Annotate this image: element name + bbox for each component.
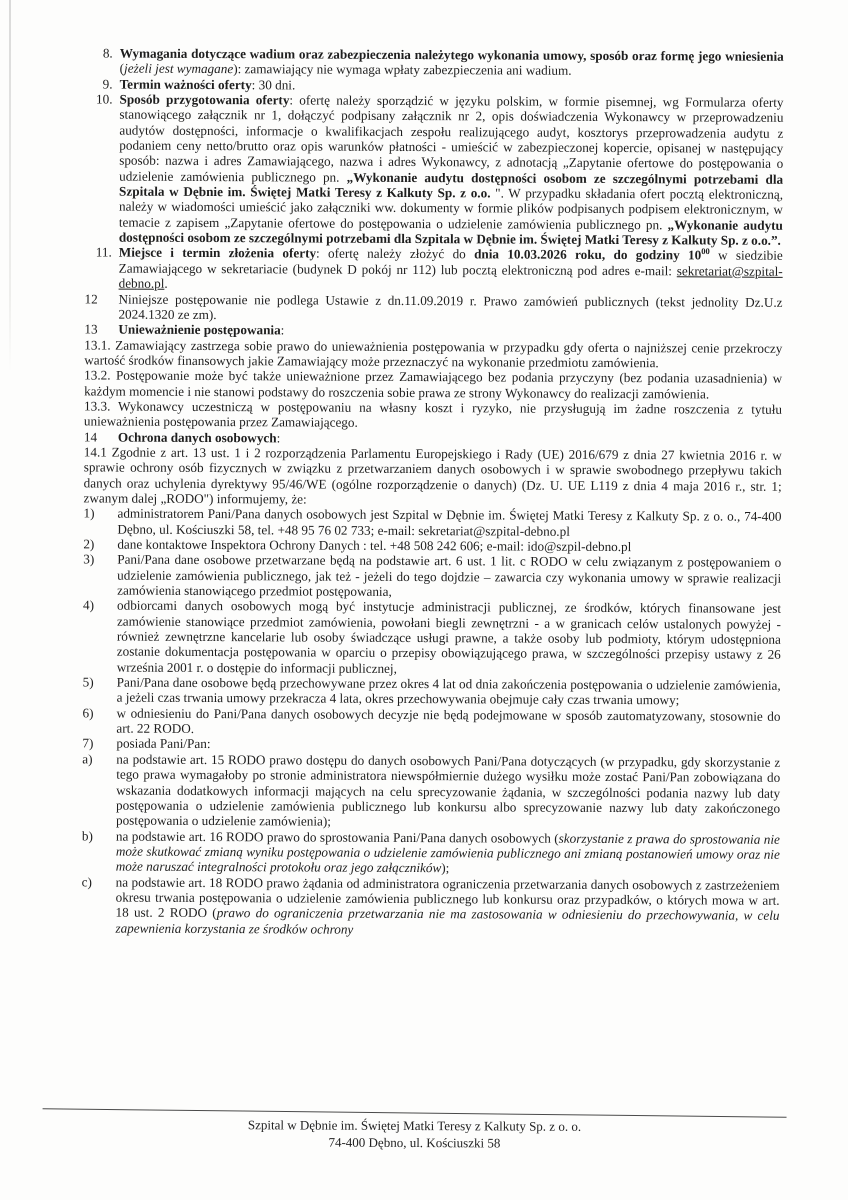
doc-paragraph bbox=[84, 444, 782, 509]
text-segment: w odniesieniu do Pani/Pana danych osobowych decyzje nie będą podejmowane w sposób zautomatyzowany, stosownie do art. 22 RODO. bbox=[116, 705, 781, 737]
list-marker: 12 bbox=[84, 290, 98, 306]
paragraph-text bbox=[119, 245, 783, 291]
doc-list-item bbox=[82, 705, 780, 739]
doc-list-item bbox=[83, 598, 781, 678]
text-segment: ( bbox=[119, 60, 125, 76]
text-segment: 14.1 Zgodnie z art. 13 ust. 1 i 2 rozporządzenia Parlamentu Europejskiego i Rady (UE) 2016/679 z dnia 27 kwietnia 2016 r. w sprawie ochrony osób fizycznych w związku z przetwarzaniem danych osobowych i w sprawie swobodnego przepływu takich danych oraz uchylenia dyrektywy 95/46/WE (ogólne rozporządzenie o danych) (Dz. U. UE L119 z dnia 4 maja 2016 r., str. 1; zwanym dalej „RODO") informujemy, że: bbox=[83, 444, 782, 507]
text-segment: Sposób przygotowania oferty bbox=[119, 91, 290, 108]
text-segment: Niniejsze postępowanie nie podlega Ustawie z dn.11.09.2019 r. Prawo zamówień publicznych (tekst jednolity Dz.U.z 2024.1320 ze zm). bbox=[118, 291, 783, 322]
doc-list-item bbox=[83, 552, 781, 601]
paragraph-text bbox=[84, 444, 782, 506]
text-segment: 13.3. Wykonawcy uczestniczą w postępowaniu na własny koszt i ryzyko, nie przysługują im żadne roszczenia z tytułu unieważnienia postępowania przez Zamawiającego. bbox=[83, 398, 783, 431]
doc-list-item bbox=[82, 828, 780, 877]
paragraph-text bbox=[120, 46, 784, 79]
paragraph-text bbox=[118, 291, 782, 322]
text-segment: Pani/Pana dane osobowe przetwarzane będą na podstawie art. 6 ust. 1 lit. c RODO w celu związanym z postępowaniem o udzielenie zamówienia publicznego, jak też - jeżeli do tego dojdzie – zawarcia czy wykonania umowy w sprawie realizacji zamówienia stanowiącego przedmiot postępowania, bbox=[117, 551, 782, 599]
footer-address: 74-400 Dębno, ul. Kościuszki 58 bbox=[328, 1134, 501, 1151]
doc-paragraph bbox=[84, 398, 782, 432]
text-segment: Pani/Pana dane osobowe będą przechowywane przez okres 4 lat od dnia zakończenia postępowania o udzielenie zamówienia, a jeżeli czas trwania umowy przekracza 4 lata, okres przechowywania obejmuje cały czas trwania umowy; bbox=[116, 674, 781, 708]
text-segment: . bbox=[164, 275, 168, 291]
list-marker: 14 bbox=[83, 429, 98, 445]
paragraph-text bbox=[116, 751, 780, 828]
text-segment: administratorem Pani/Pana danych osobowych jest Szpital w Dębnie im. Świętej Matki Teresy z Kalkuty Sp. z o. o., 74-400 Dębno, ul. Kościuszki 58, tel. +48 95 76 02 733; e-mail: sekretariat@szpital-debno.pl bbox=[117, 505, 782, 539]
list-marker: 5) bbox=[82, 674, 94, 690]
paragraph-text bbox=[117, 598, 781, 676]
paragraph-text bbox=[84, 368, 782, 401]
page-footer bbox=[34, 1108, 794, 1153]
text-segment: na podstawie art. 16 RODO prawo do sprostowania Pani/Pana danych osobowych ( bbox=[115, 828, 559, 846]
text-segment: 00 bbox=[701, 246, 710, 257]
text-segment: prawo do ograniczenia przetwarzania nie ma zastosowania w odniesieniu do przechowywania, w celu zapewnienia korzystania ze środków ochrony bbox=[115, 905, 780, 937]
text-segment: ): zamawiający nie wymaga wpłaty zabezpieczenia ani wadium. bbox=[233, 61, 572, 79]
list-marker: a) bbox=[82, 751, 93, 767]
doc-list-item bbox=[86, 45, 784, 79]
list-marker: 7) bbox=[82, 735, 94, 751]
text-segment: Unieważnienie postępowania bbox=[118, 321, 281, 338]
doc-list-item bbox=[82, 751, 780, 831]
paragraph-text bbox=[116, 736, 210, 751]
doc-list-item bbox=[83, 675, 781, 709]
text-segment: „Wykonanie audytu dostępności osobom ze szczególnymi potrzebami dla Szpitala w Dębnie im. Świętej Matki Teresy z Kalkuty Sp. z o.o.”. bbox=[118, 217, 783, 248]
paragraph-text bbox=[115, 874, 779, 936]
scan-artifact-line bbox=[9, 0, 11, 372]
list-marker: 6) bbox=[82, 705, 94, 721]
list-marker: 9. bbox=[102, 76, 113, 92]
doc-list-item bbox=[83, 506, 781, 540]
email-link: sekretariat@szpital-debno.pl bbox=[118, 263, 783, 291]
text-segment: „Wykonanie audytu dostępności osobom ze szczególnymi potrzebami dla Szpitala w Dębnie im. Świętej Matki Teresy z Kalkuty Sp. z o.o. bbox=[119, 169, 784, 201]
footer-org-name: Szpital w Dębnie im. Świętej Matki Teresy z Kalkuty Sp. z o. o. bbox=[247, 1117, 582, 1134]
text-segment: : bbox=[276, 429, 281, 445]
text-segment: Miejsce i termin złożenia oferty bbox=[118, 245, 317, 262]
text-segment: : 30 dni. bbox=[251, 76, 296, 93]
text-segment: Termin ważności oferty bbox=[119, 76, 252, 92]
text-segment: ". W przypadku składania ofert pocztą elektroniczną, należy w wiadomości umieścić jako załączniki ww. dokumenty w formie plików podpisanych podpisem elektronicznym, w temacie z zapisem „Zapytanie ofertowe do postępowania o udzielenie zamówienia publicznego pn. bbox=[118, 185, 784, 233]
text-segment: na podstawie art. 18 RODO prawo żądania od administratora ograniczenia przetwarzania danych osobowych z zastrzeżeniem okresu trwania postępowania o udzielenie zamówienia publicznego lub konkursu oraz przypadków, o których mowa w art. 18 ust. 2 RODO ( bbox=[115, 874, 780, 921]
paragraph-text bbox=[116, 705, 780, 736]
paragraph-text bbox=[120, 76, 296, 92]
list-marker: 13 bbox=[84, 321, 98, 337]
text-segment: na podstawie art. 15 RODO prawo dostępu do danych osobowych Pani/Pana dotyczących (w przypadku, gdy skorzystanie z tego prawa wymagałoby po stronie administratora niewspółmiernie dużego wysiłku może zostać Pani/Pan zobowiązana do wskazania dodatkowych informacji mających na celu sprecyzowanie żądania, w szczególności podania nazwy lub daty postępowania o udzielenie zamówienia publicznego lub konkursu albo sprecyzowanie nazwy lub daty zakończonego postępowania o udzielenie zamówienia); bbox=[115, 751, 781, 829]
text-segment: odbiorcami danych osobowych mogą być instytucje administracji publicznej, ze środków, których finansowane jest zamówienie stanowiące przedmiot zamówienia, powołani biegli zewnętrzni - a w granicach celów ustalonych powyżej - również zewnętrzne kancelarie lub osoby świadczące usługi prawne, a także osoby lub podmioty, którym udostępniona zostanie dokumentacja postępowania w oparciu o przepisy obowiązującego prawa, w szczególności przepisy ustawy z 26 września 2001 r. o dostępie do informacji publicznej, bbox=[116, 597, 782, 676]
paragraph-text bbox=[119, 92, 784, 248]
text-segment: : bbox=[280, 322, 285, 338]
list-marker: 8. bbox=[102, 45, 113, 61]
text-segment: posiada Pani/Pan: bbox=[116, 736, 211, 752]
paragraph-text bbox=[84, 337, 782, 370]
text-segment: Wymagania dotyczące wadium oraz zabezpieczenia należytego wykonania umowy, sposób oraz formę jego wniesienia bbox=[119, 45, 784, 64]
paragraph-text bbox=[118, 429, 281, 445]
doc-list-item bbox=[84, 291, 782, 325]
text-segment: : ofertę należy sporządzić w języku polskim, w formie pisemnej, wg Formularza oferty stanowiącego załącznik nr 1, dołączyć podpisany załącznik nr 2, opis doświadczenia Wykonawcy w przeprowadzeniu audytów dostępności, informacje o kwalifikacjach zespołu realizującego audyt, kosztorys przeprowadzenia audytu z podaniem ceny netto/brutto oraz opis warunków płatności - umieścić w zabezpieczonej kopercie, opisanej w następujący sposób: nazwa i adres Zamawiającego, nazwa i adres Wykonawcy, z adnotacją „Zapytanie ofertowe do postępowania o udzielenie zamówienia publicznego pn. bbox=[119, 92, 784, 185]
paragraph-text bbox=[84, 398, 782, 430]
paragraph-text bbox=[116, 828, 780, 875]
text-segment: 13.2. Postępowanie może być także unieważnione przez Zamawiającego bez podania przyczyny (bez podania uzasadnienia) w każdym momencie i nie stanowi podstawy do roszczenia sobie prawa ze strony Wykonawcy do realizacji zamówienia. bbox=[84, 367, 783, 402]
text-segment: Ochrona danych osobowych bbox=[117, 429, 277, 445]
text-segment: w siedzibie Zamawiającego w sekretariacie (budynek D pokój nr 112) lub pocztą elektroniczną pod adres e-mail: bbox=[118, 247, 783, 279]
text-segment: jeżeli jest wymagane bbox=[124, 60, 234, 77]
list-marker: 10. bbox=[95, 91, 113, 107]
list-marker: 4) bbox=[83, 597, 95, 613]
paragraph-text bbox=[117, 675, 781, 708]
text-segment: : ofertę należy złożyć do bbox=[316, 246, 475, 262]
paragraph-text bbox=[118, 322, 284, 338]
text-segment: skorzystanie z prawa do sprostowania nie może skutkować zmianą wyniku postępowania o udzielenie zamówienia publicznego ani zmianą postanowień umowy oraz nie może naruszać integralności protokołu oraz jego załączników bbox=[115, 830, 780, 876]
list-marker: b) bbox=[81, 827, 93, 843]
paragraph-text bbox=[117, 552, 781, 599]
list-marker: 2) bbox=[83, 536, 95, 552]
document-text bbox=[81, 45, 783, 938]
doc-list-item bbox=[85, 91, 784, 248]
paragraph-text bbox=[117, 506, 781, 539]
text-segment: dnia 10.03.2026 roku, do godziny 10 bbox=[474, 246, 702, 263]
doc-paragraph bbox=[84, 337, 782, 371]
list-marker: 1) bbox=[83, 505, 95, 521]
doc-list-item bbox=[85, 245, 783, 294]
doc-list-item bbox=[81, 874, 779, 939]
list-marker: 11. bbox=[95, 244, 112, 261]
list-marker: 3) bbox=[83, 551, 95, 567]
text-segment: dane kontaktowe Inspektora Ochrony Danych : tel. +48 508 242 606; e-mail: ido@szpil-debno.pl bbox=[117, 536, 632, 555]
list-marker: c) bbox=[81, 873, 92, 890]
text-segment: ); bbox=[441, 860, 450, 876]
doc-paragraph bbox=[84, 368, 782, 402]
text-segment: 13.1. Zamawiający zastrzega sobie prawo do unieważnienia postępowania w przypadku gdy oferta o najniższej cenie przekroczy wartość środków finansowych jakie Zamawiający może przeznaczyć na wykonanie przedmiotu zamówienia. bbox=[84, 336, 783, 371]
